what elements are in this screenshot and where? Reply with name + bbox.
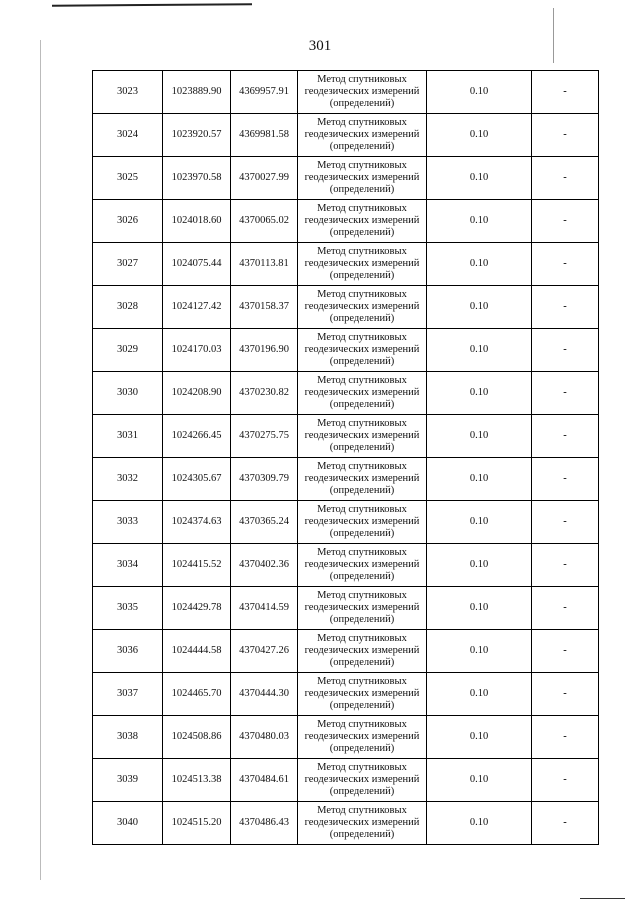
y-coordinate-cell: 4370365.24 xyxy=(231,501,298,544)
method-line: Метод спутниковых xyxy=(317,117,407,128)
method-cell xyxy=(298,544,427,587)
accuracy-cell: 0.10 xyxy=(427,114,532,157)
method-line: геодезических измерений xyxy=(304,602,420,613)
x-coordinate-cell: 1024465.70 xyxy=(163,673,231,716)
table-row xyxy=(93,630,599,673)
accuracy-cell: 0.10 xyxy=(427,157,532,200)
method-line: Метод спутниковых xyxy=(317,375,407,386)
method-line: Метод спутниковых xyxy=(317,461,407,472)
point-number-cell: 3035 xyxy=(93,587,163,630)
x-coordinate-cell: 1023920.57 xyxy=(163,114,231,157)
point-number-cell: 3031 xyxy=(93,415,163,458)
table-row xyxy=(93,544,599,587)
point-number-cell: 3033 xyxy=(93,501,163,544)
method-cell xyxy=(298,415,427,458)
table-row xyxy=(93,716,599,759)
x-coordinate-cell: 1024513.38 xyxy=(163,759,231,802)
y-coordinate-cell: 4370027.99 xyxy=(231,157,298,200)
table-row xyxy=(93,243,599,286)
accuracy-cell: 0.10 xyxy=(427,759,532,802)
y-coordinate-cell: 4369981.58 xyxy=(231,114,298,157)
method-cell xyxy=(298,673,427,716)
table-row xyxy=(93,372,599,415)
method-line: (определений) xyxy=(329,614,395,625)
point-number-cell: 3038 xyxy=(93,716,163,759)
method-line: Метод спутниковых xyxy=(317,160,407,171)
method-line: геодезических измерений xyxy=(304,344,420,355)
accuracy-cell: 0.10 xyxy=(427,200,532,243)
accuracy-cell: 0.10 xyxy=(427,458,532,501)
x-coordinate-cell: 1024444.58 xyxy=(163,630,231,673)
description-cell: - xyxy=(532,243,599,286)
point-number-cell: 3030 xyxy=(93,372,163,415)
x-coordinate-cell: 1024208.90 xyxy=(163,372,231,415)
accuracy-cell: 0.10 xyxy=(427,415,532,458)
accuracy-cell: 0.10 xyxy=(427,329,532,372)
method-line: (определений) xyxy=(329,98,395,109)
method-line: геодезических измерений xyxy=(304,258,420,269)
scan-artifact-top xyxy=(52,3,252,6)
method-line: геодезических измерений xyxy=(304,86,420,97)
table-row xyxy=(93,157,599,200)
description-cell: - xyxy=(532,587,599,630)
method-line: (определений) xyxy=(329,528,395,539)
x-coordinate-cell: 1024415.52 xyxy=(163,544,231,587)
y-coordinate-cell: 4370480.03 xyxy=(231,716,298,759)
description-cell: - xyxy=(532,114,599,157)
method-line: геодезических измерений xyxy=(304,645,420,656)
x-coordinate-cell: 1024127.42 xyxy=(163,286,231,329)
description-cell: - xyxy=(532,200,599,243)
table-row xyxy=(93,415,599,458)
x-coordinate-cell: 1024170.03 xyxy=(163,329,231,372)
y-coordinate-cell: 4370113.81 xyxy=(231,243,298,286)
x-coordinate-cell: 1024018.60 xyxy=(163,200,231,243)
description-cell: - xyxy=(532,329,599,372)
table-row xyxy=(93,329,599,372)
method-line: (определений) xyxy=(329,184,395,195)
method-line: геодезических измерений xyxy=(304,774,420,785)
point-number-cell: 3024 xyxy=(93,114,163,157)
method-line: (определений) xyxy=(329,485,395,496)
x-coordinate-cell: 1024508.86 xyxy=(163,716,231,759)
table-row xyxy=(93,114,599,157)
y-coordinate-cell: 4370309.79 xyxy=(231,458,298,501)
y-coordinate-cell: 4370427.26 xyxy=(231,630,298,673)
method-cell xyxy=(298,501,427,544)
method-cell xyxy=(298,200,427,243)
method-line: Метод спутниковых xyxy=(317,590,407,601)
x-coordinate-cell: 1024075.44 xyxy=(163,243,231,286)
coordinates-table-body xyxy=(93,71,599,845)
method-line: Метод спутниковых xyxy=(317,762,407,773)
y-coordinate-cell: 4370414.59 xyxy=(231,587,298,630)
method-line: геодезических измерений xyxy=(304,731,420,742)
method-line: Метод спутниковых xyxy=(317,504,407,515)
x-coordinate-cell: 1024429.78 xyxy=(163,587,231,630)
method-line: (определений) xyxy=(329,270,395,281)
x-coordinate-cell: 1023889.90 xyxy=(163,71,231,114)
scan-artifact-bottom xyxy=(580,898,625,899)
method-line: Метод спутниковых xyxy=(317,332,407,343)
point-number-cell: 3032 xyxy=(93,458,163,501)
y-coordinate-cell: 4370486.43 xyxy=(231,802,298,845)
table-row xyxy=(93,71,599,114)
method-line: геодезических измерений xyxy=(304,387,420,398)
table-row xyxy=(93,286,599,329)
method-line: (определений) xyxy=(329,313,395,324)
coordinates-table xyxy=(92,70,599,845)
description-cell: - xyxy=(532,630,599,673)
method-cell xyxy=(298,157,427,200)
table-row xyxy=(93,802,599,845)
y-coordinate-cell: 4370230.82 xyxy=(231,372,298,415)
method-line: (определений) xyxy=(329,356,395,367)
method-line: (определений) xyxy=(329,786,395,797)
accuracy-cell: 0.10 xyxy=(427,71,532,114)
method-cell xyxy=(298,630,427,673)
scan-artifact-left xyxy=(40,40,41,880)
table-row xyxy=(93,673,599,716)
method-line: (определений) xyxy=(329,399,395,410)
description-cell: - xyxy=(532,544,599,587)
y-coordinate-cell: 4369957.91 xyxy=(231,71,298,114)
description-cell: - xyxy=(532,157,599,200)
accuracy-cell: 0.10 xyxy=(427,286,532,329)
y-coordinate-cell: 4370065.02 xyxy=(231,200,298,243)
method-line: (определений) xyxy=(329,442,395,453)
method-cell xyxy=(298,71,427,114)
description-cell: - xyxy=(532,71,599,114)
description-cell: - xyxy=(532,716,599,759)
description-cell: - xyxy=(532,501,599,544)
method-line: (определений) xyxy=(329,657,395,668)
method-line: геодезических измерений xyxy=(304,817,420,828)
description-cell: - xyxy=(532,802,599,845)
method-line: (определений) xyxy=(329,227,395,238)
x-coordinate-cell: 1024374.63 xyxy=(163,501,231,544)
point-number-cell: 3037 xyxy=(93,673,163,716)
method-cell xyxy=(298,372,427,415)
method-line: Метод спутниковых xyxy=(317,676,407,687)
method-line: (определений) xyxy=(329,700,395,711)
page-number: 301 xyxy=(308,38,332,54)
point-number-cell: 3036 xyxy=(93,630,163,673)
table-row xyxy=(93,587,599,630)
accuracy-cell: 0.10 xyxy=(427,243,532,286)
method-line: (определений) xyxy=(329,743,395,754)
table-row xyxy=(93,759,599,802)
method-line: Метод спутниковых xyxy=(317,633,407,644)
method-cell xyxy=(298,759,427,802)
point-number-cell: 3039 xyxy=(93,759,163,802)
table-row xyxy=(93,458,599,501)
point-number-cell: 3028 xyxy=(93,286,163,329)
point-number-cell: 3025 xyxy=(93,157,163,200)
accuracy-cell: 0.10 xyxy=(427,802,532,845)
description-cell: - xyxy=(532,286,599,329)
method-line: геодезических измерений xyxy=(304,473,420,484)
method-line: геодезических измерений xyxy=(304,172,420,183)
method-cell xyxy=(298,114,427,157)
y-coordinate-cell: 4370402.36 xyxy=(231,544,298,587)
x-coordinate-cell: 1024515.20 xyxy=(163,802,231,845)
x-coordinate-cell: 1024305.67 xyxy=(163,458,231,501)
y-coordinate-cell: 4370444.30 xyxy=(231,673,298,716)
accuracy-cell: 0.10 xyxy=(427,587,532,630)
point-number-cell: 3040 xyxy=(93,802,163,845)
accuracy-cell: 0.10 xyxy=(427,716,532,759)
point-number-cell: 3034 xyxy=(93,544,163,587)
method-line: Метод спутниковых xyxy=(317,805,407,816)
method-line: геодезических измерений xyxy=(304,688,420,699)
method-cell xyxy=(298,329,427,372)
accuracy-cell: 0.10 xyxy=(427,673,532,716)
method-line: Метод спутниковых xyxy=(317,719,407,730)
method-line: геодезических измерений xyxy=(304,129,420,140)
table-row xyxy=(93,200,599,243)
method-line: Метод спутниковых xyxy=(317,289,407,300)
accuracy-cell: 0.10 xyxy=(427,501,532,544)
method-line: геодезических измерений xyxy=(304,559,420,570)
accuracy-cell: 0.10 xyxy=(427,544,532,587)
x-coordinate-cell: 1023970.58 xyxy=(163,157,231,200)
method-line: геодезических измерений xyxy=(304,301,420,312)
description-cell: - xyxy=(532,415,599,458)
method-line: Метод спутниковых xyxy=(317,547,407,558)
method-line: Метод спутниковых xyxy=(317,74,407,85)
method-cell xyxy=(298,458,427,501)
y-coordinate-cell: 4370484.61 xyxy=(231,759,298,802)
y-coordinate-cell: 4370158.37 xyxy=(231,286,298,329)
method-line: геодезических измерений xyxy=(304,215,420,226)
point-number-cell: 3026 xyxy=(93,200,163,243)
point-number-cell: 3029 xyxy=(93,329,163,372)
method-cell xyxy=(298,587,427,630)
y-coordinate-cell: 4370196.90 xyxy=(231,329,298,372)
method-line: Метод спутниковых xyxy=(317,203,407,214)
method-line: (определений) xyxy=(329,141,395,152)
method-line: Метод спутниковых xyxy=(317,418,407,429)
description-cell: - xyxy=(532,673,599,716)
accuracy-cell: 0.10 xyxy=(427,630,532,673)
method-cell xyxy=(298,286,427,329)
description-cell: - xyxy=(532,372,599,415)
method-cell xyxy=(298,243,427,286)
x-coordinate-cell: 1024266.45 xyxy=(163,415,231,458)
method-line: геодезических измерений xyxy=(304,430,420,441)
point-number-cell: 3027 xyxy=(93,243,163,286)
method-line: (определений) xyxy=(329,571,395,582)
y-coordinate-cell: 4370275.75 xyxy=(231,415,298,458)
accuracy-cell: 0.10 xyxy=(427,372,532,415)
table-row xyxy=(93,501,599,544)
method-line: Метод спутниковых xyxy=(317,246,407,257)
description-cell: - xyxy=(532,458,599,501)
method-line: (определений) xyxy=(329,829,395,840)
point-number-cell: 3023 xyxy=(93,71,163,114)
method-cell xyxy=(298,802,427,845)
description-cell: - xyxy=(532,759,599,802)
method-cell xyxy=(298,716,427,759)
method-line: геодезических измерений xyxy=(304,516,420,527)
